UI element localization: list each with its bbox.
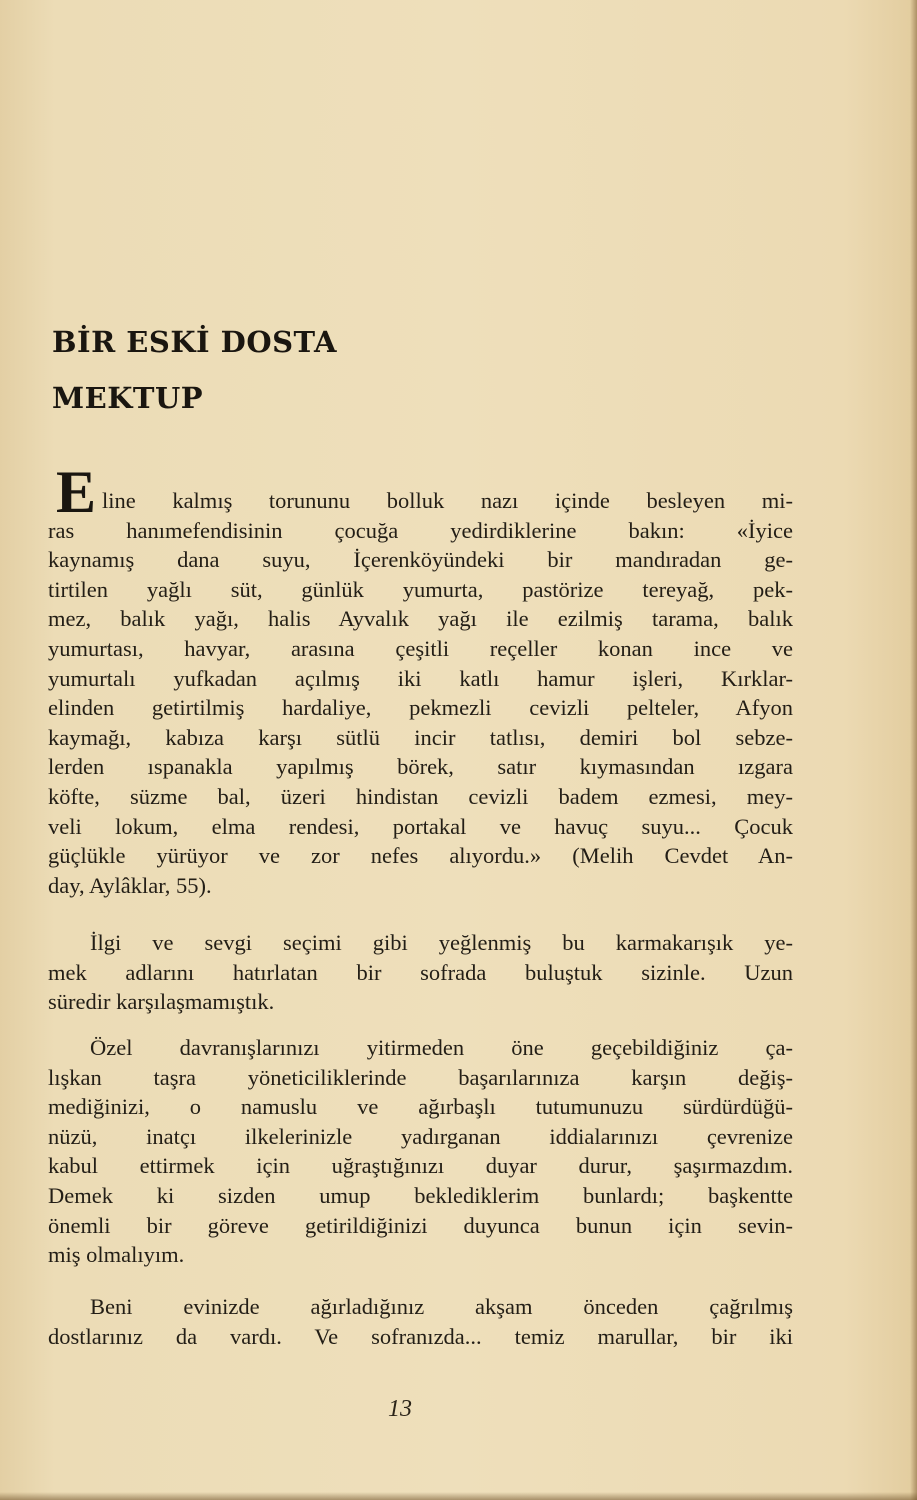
text-line: ras hanımefendisinin çocuğa yedirdiklerine bakın: «İyice: [48, 517, 793, 543]
text-line: lerden ıspanakla yapılmış börek, satır kıymasından ızgara: [48, 754, 793, 780]
page-edge-shadow: [910, 0, 917, 1500]
text-line: güçlükle yürüyor ve zor nefes alıyordu.» (Melih Cevdet An-: [48, 843, 793, 869]
text-line: mediğinizi, o namuslu ve ağırbaşlı tutumunuzu sürdürdüğü-: [48, 1094, 793, 1120]
text-line: mez, balık yağı, halis Ayvalık yağı ile ezilmiş tarama, balık: [48, 606, 793, 632]
chapter-title-line-1: BİR ESKİ DOSTA: [52, 325, 338, 359]
page-number: 13: [388, 1396, 412, 1422]
chapter-title-line-2: MEKTUP: [52, 381, 204, 415]
text-line: önemli bir göreve getirildiğinizi duyunca bunun için sevin-: [48, 1212, 793, 1238]
text-line: kaynamış dana suyu, İçerenköyündeki bir mandıradan ge-: [48, 547, 793, 573]
text-line: köfte, süzme bal, üzeri hindistan cevizli badem ezmesi, mey-: [48, 783, 793, 809]
text-line: tirtilen yağlı süt, günlük yumurta, pastörize tereyağ, pek-: [48, 576, 793, 602]
text-line: yumurtası, havyar, arasına çeşitli reçeller konan ince ve: [48, 635, 793, 661]
text-line: lışkan taşra yöneticiliklerinde başarılarınıza karşın değiş-: [48, 1064, 793, 1090]
text-line: veli lokum, elma rendesi, portakal ve havuç suyu... Çocuk: [48, 813, 793, 839]
text-line: İlgi ve sevgi seçimi gibi yeğlenmiş bu karmakarışık ye-: [90, 930, 793, 955]
text-line: mek adlarını hatırlatan bir sofrada buluştuk sizinle. Uzun: [48, 959, 793, 985]
paragraph-1: [48, 486, 793, 900]
paragraph-3: [48, 1033, 793, 1270]
text-line: Demek ki sizden umup beklediklerim bunlardı; başkentte: [48, 1182, 793, 1208]
text-line: day, Aylâklar, 55).: [48, 872, 212, 898]
text-line: line kalmış torununu bolluk nazı içinde besleyen mi-: [102, 488, 793, 513]
text-line: elinden getirtilmiş hardaliye, pekmezli cevizli pelteler, Afyon: [48, 695, 793, 721]
page-bottom-shadow: [0, 1492, 917, 1500]
paragraph-4: [48, 1292, 793, 1351]
text-line: yumurtalı yufkadan açılmış iki katlı hamur işleri, Kırklar-: [48, 665, 793, 691]
paragraph-2: [48, 928, 793, 1017]
text-line: Beni evinizde ağırladığınız akşam önceden çağrılmış: [90, 1294, 793, 1319]
text-line: kaymağı, kabıza karşı sütlü incir tatlısı, demiri bol sebze-: [48, 724, 793, 750]
text-line: nüzü, inatçı ilkelerinizle yadırganan iddialarınızı çevrenize: [48, 1123, 793, 1149]
text-line: dostlarınız da vardı. Ve sofranızda... temiz marullar, bir iki: [48, 1323, 793, 1349]
text-line: süredir karşılaşmamıştık.: [48, 989, 275, 1015]
text-line: kabul ettirmek için uğraştığınızı duyar durur, şaşırmazdım.: [48, 1153, 793, 1179]
chapter-title: [52, 314, 337, 426]
drop-cap-letter: E: [56, 459, 97, 525]
text-line: Özel davranışlarınızı yitirmeden öne geçebildiğiniz ça-: [90, 1035, 793, 1060]
text-line: miş olmalıyım.: [48, 1242, 185, 1268]
